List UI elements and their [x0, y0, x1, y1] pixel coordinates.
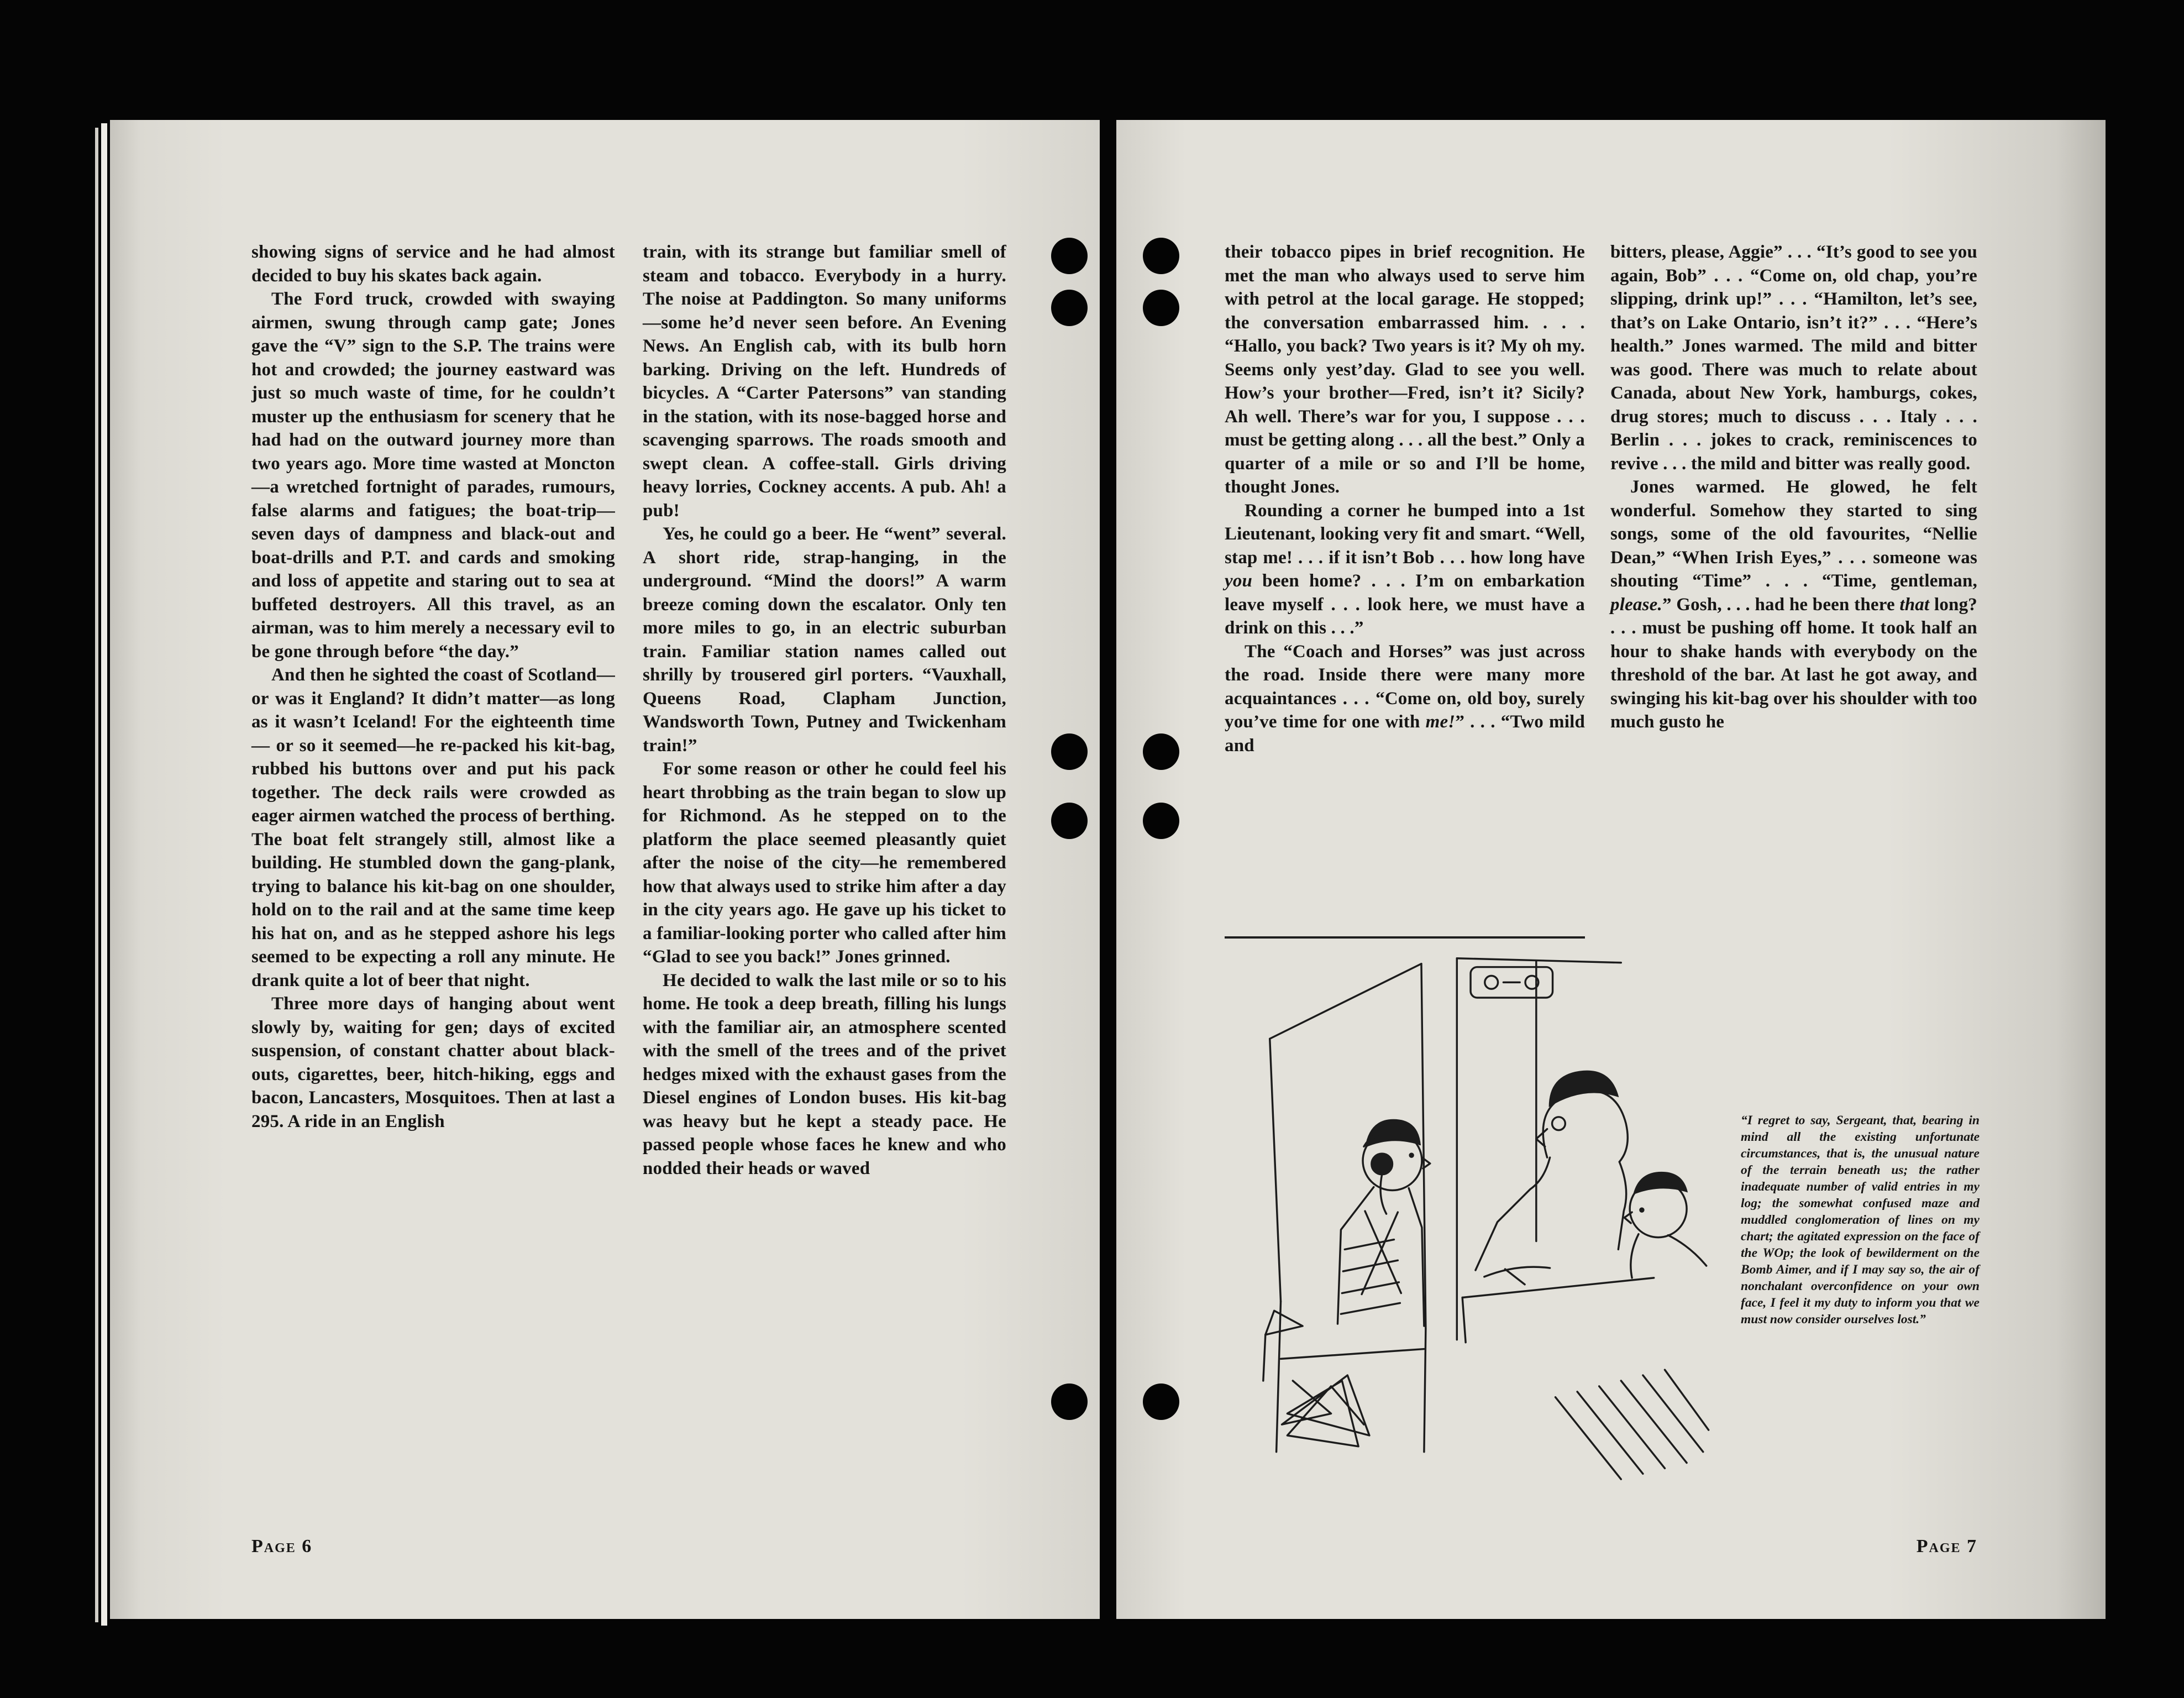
paragraph: The Ford truck, crowded with swaying airmen, swung through camp gate; Jones gave the “V” sign to the S.P. The trains were hot and crowded; the journey eastward was just so much waste of time, for he couldn’t muster up the enthusiasm for scenery that he had had on the outward journey more than two years ago. More time wasted at Moncton —a wretched fortnight of parades, rumours, false alarms and fatigues; the boat-trip—seven days of dampness and black-out and boat-drills and P.T. and cards and smoking and loss of appetite and staring out to sea at buffeted destroyers. All this travel, as an airman, was to him merely a necessary evil to be gone through before “the day.” — [251, 289, 615, 662]
paragraph: Rounding a corner he bumped into a 1st Lieutenant, looking very fit and smart. “Well, stap me! . . . if it isn’t Bob . . . how long have you been home? . . . I’m on embarkation leave myself . . . look here, we must have a drink on this . . .” — [1225, 500, 1585, 638]
punch-hole — [1051, 1383, 1088, 1420]
punch-hole — [1143, 290, 1179, 326]
column-rule — [1225, 936, 1585, 939]
page-number-left: Page 6 — [251, 1536, 313, 1556]
punch-hole — [1051, 733, 1088, 770]
paragraph: bitters, please, Aggie” . . . “It’s good to see you again, Bob” . . . “Come on, old chap, you’re slipping, drink up!” . . . “Hamilton, let’s see, that’s on Lake Ontario, isn’t it?” . . . “Here’s health.” Jones warmed. The mild and bitter was good. There was much to relate about Canada, about New York, hamburgs, cokes, drug stores; much to discuss . . . Italy . . . Berlin . . . jokes to crack, reminiscences to revive . . . the mild and bitter was really good. — [1610, 242, 1977, 474]
paragraph: For some reason or other he could feel his heart throbbing as the train began to slow up for Richmond. As he stepped on to the platform the place seemed pleasantly quiet after the noise of the city—he remembered how that always used to strike him after a day in the city years ago. He gave up his ticket to a familiar-looking porter who called after him “Glad to see you back!” Jones grinned. — [643, 759, 1006, 967]
punch-hole — [1051, 238, 1088, 274]
punch-hole — [1051, 803, 1088, 839]
paragraph: Yes, he could go a beer. He “went” several. A short ride, strap-hanging, in the underground. “Mind the doors!” A warm breeze coming down the escalator. Only ten more miles to go, in an electric suburban train. Familiar station names called out shrilly by trousered girl porters. “Vauxhall, Queens Road, Clapham Junction, Wandsworth Town, Putney and Twickenham train!” — [643, 524, 1006, 756]
paragraph: train, with its strange but familiar smell of steam and tobacco. Everybody in a hurry. The noise at Paddington. So many uniforms—some he’d never seen before. An Evening News. An English cab, with its bulb horn barking. Driving on the left. Hundreds of bicycles. A “Carter Patersons” van standing in the station, with its nose-bagged horse and scavenging sparrows. The roads smooth and swept clean. A coffee-stall. Girls driving heavy lorries, Cockney accents. A pub. Ah! a pub! — [643, 242, 1006, 521]
punch-hole — [1143, 238, 1179, 274]
illustration-drawing-area — [1225, 936, 1722, 1490]
text-column — [1225, 240, 1585, 757]
page-left — [110, 120, 1100, 1619]
punch-hole — [1051, 290, 1088, 326]
three-airmen-cockpit-cartoon-icon — [1225, 943, 1722, 1490]
left-text-columns — [110, 120, 1100, 1180]
paragraph: showing signs of service and he had almost decided to buy his skates back again. — [251, 242, 615, 286]
text-column — [643, 240, 1006, 1180]
paragraph: He decided to walk the last mile or so to his home. He took a deep breath, filling his lungs with the familiar air, an atmosphere scented with the smell of the trees and of the privet hedges mixed with the exhaust gases from the Diesel engines of London buses. His kit-bag was heavy but he kept a steady pace. He passed people whose faces he knew and who nodded their heads or waved — [643, 970, 1006, 1178]
right-text-columns — [1116, 120, 2106, 934]
page-number-right: Page 7 — [1916, 1536, 1977, 1556]
punch-hole — [1143, 803, 1179, 839]
paragraph: Jones warmed. He glowed, he felt wonderful. Somehow they started to sing songs, some of the old favourites, “Nellie Dean,” “When Irish Eyes,” . . . someone was shouting “Time” . . . “Time, gentleman, please.” Gosh, . . . had he been there that long? . . . must be pushing off home. It took half an hour to shake hands with everybody on the threshold of the bar. At last he got away, and swinging his kit-bag over his shoulder with too much gusto he — [1610, 477, 1977, 732]
page-right — [1116, 120, 2106, 1619]
paragraph: The “Coach and Horses” was just across the road. Inside there were many more acquaintances . . . “Come on, old boy, surely you’ve time for one with me!” . . . “Two mild and — [1225, 641, 1585, 756]
illustration-figure — [1225, 936, 2106, 1490]
text-column — [1610, 240, 1977, 734]
punch-hole — [1143, 733, 1179, 770]
paragraph: Three more days of hanging about went slowly by, waiting for gen; days of excited suspension, of constant chatter about black-outs, cigarettes, beer, hitch-hiking, eggs and bacon, Lancasters, Mosquitoes. Then at last a 295. A ride in an English — [251, 994, 615, 1131]
illustration-caption: “I regret to say, Sergeant, that, bearing in mind all the existing unfortunate circumstances, that is, the unusual nature of the terrain beneath us; the rather inadequate number of valid entries in my log; the somewhat confused maze and muddled conglomeration of lines on my chart; the agitated expression on the face of the WOp; the look of bewilderment on the Bomb Aimer, and if I may say so, the air of nonchalant overconfidence on your own face, I feel it my duty to inform you that we must now consider ourselves lost.” — [1741, 1113, 1980, 1327]
text-column — [251, 240, 615, 1133]
paragraph: their tobacco pipes in brief recognition. He met the man who always used to serve him with petrol at the local garage. He stopped; the conversation embarrassed him. . . . “Hallo, you back? Two years is it? My oh my. Seems only yest’day. Glad to see you well. How’s your brother—Fred, isn’t it? Sicily? Ah well. There’s war for you, I suppose . . . must be getting along . . . all the best.” Only a quarter of a mile or so and I’ll be home, thought Jones. — [1225, 242, 1585, 497]
punch-hole — [1143, 1383, 1179, 1420]
paragraph: And then he sighted the coast of Scotland—or was it England? It didn’t matter—as long as it wasn’t Iceland! For the eighteenth time— or so it seemed—he re-packed his kit-bag, rubbed his buttons over and put his pack together. The deck rails were crowded as eager airmen watched the process of berthing. The boat felt strangely still, almost like a building. He stumbled down the gang-plank, trying to balance his kit-bag on one shoulder, hold on to the rail and at the same time keep his hat on, and as he stepped ashore his legs seemed to be expecting a roll any minute. He drank quite a lot of beer that night. — [251, 665, 615, 990]
